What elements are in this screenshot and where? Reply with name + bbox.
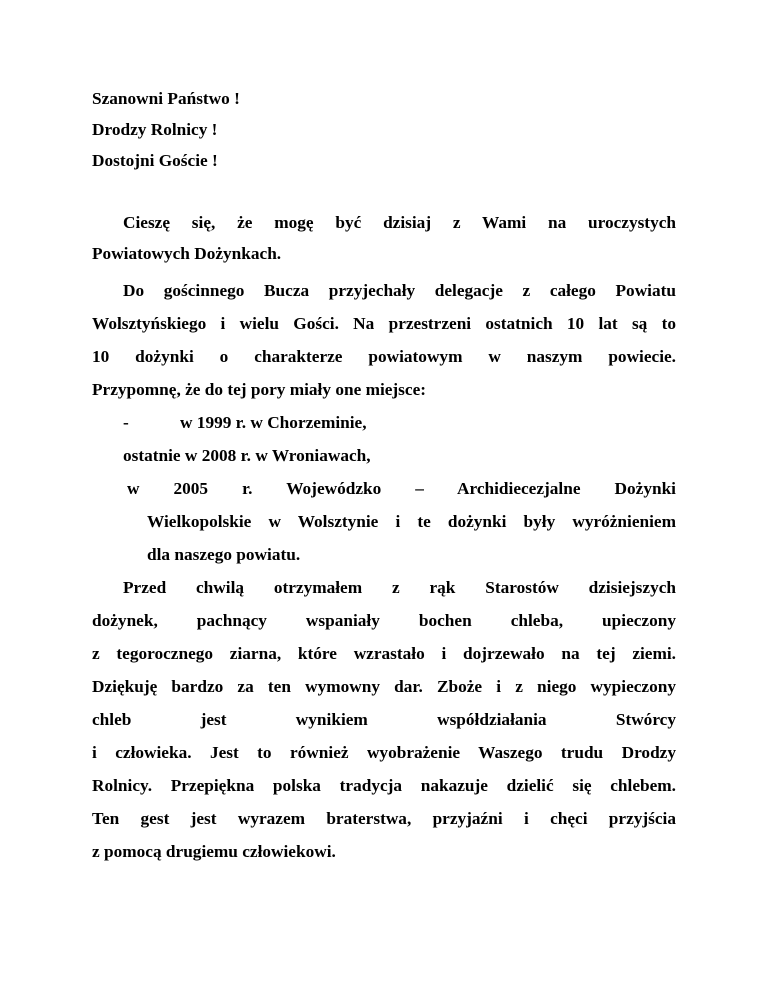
list-item: w 1999 r. w Chorzeminie, bbox=[180, 413, 367, 432]
paragraph-line: Przypomnę, że do tej pory miały one miejsce: bbox=[92, 380, 427, 399]
list-item: ostatnie w 2008 r. w Wroniawach, bbox=[123, 446, 371, 465]
paragraph-line: 10 dożynki o charakterze powiatowym w naszym powiecie. bbox=[92, 347, 676, 366]
paragraph-line: Do gościnnego Bucza przyjechały delegacje z całego Powiatu bbox=[123, 281, 676, 300]
paragraph-line: Przed chwilą otrzymałem z rąk Starostów dzisiejszych bbox=[123, 578, 676, 597]
paragraph-line: Cieszę się, że mogę być dzisiaj z Wami na uroczystych bbox=[123, 213, 676, 232]
paragraph-line: Powiatowych Dożynkach. bbox=[92, 244, 282, 263]
paragraph-line: Wolsztyńskiego i wielu Gości. Na przestrzeni ostatnich 10 lat są to bbox=[92, 314, 676, 333]
list-item: Wielkopolskie w Wolsztynie i te dożynki były wyróżnieniem bbox=[147, 512, 676, 531]
paragraph-line: Ten gest jest wyrazem braterstwa, przyjaźni i chęci przyjścia bbox=[92, 809, 676, 828]
greeting-line: Szanowni Państwo ! bbox=[92, 89, 240, 108]
paragraph-line: z tegorocznego ziarna, które wzrastało i dojrzewało na tej ziemi. bbox=[92, 644, 676, 663]
paragraph-line: i człowieka. Jest to również wyobrażenie Waszego trudu Drodzy bbox=[92, 743, 676, 762]
greeting-line: Dostojni Goście ! bbox=[92, 151, 218, 170]
paragraph-line: z pomocą drugiemu człowiekowi. bbox=[92, 842, 336, 861]
greeting-line: Drodzy Rolnicy ! bbox=[92, 120, 218, 139]
paragraph-line: Dziękuję bardzo za ten wymowny dar. Zboże i z niego wypieczony bbox=[92, 677, 676, 696]
list-dash: - bbox=[123, 413, 129, 432]
paragraph-line: dożynek, pachnący wspaniały bochen chleba, upieczony bbox=[92, 611, 676, 630]
paragraph-line: Rolnicy. Przepiękna polska tradycja nakazuje dzielić się chlebem. bbox=[92, 776, 676, 795]
paragraph-line: chleb jest wynikiem współdziałania Stwórcy bbox=[92, 710, 676, 729]
list-item: dla naszego powiatu. bbox=[147, 545, 301, 564]
list-item: w 2005 r. Wojewódzko – Archidiecezjalne Dożynki bbox=[127, 479, 676, 498]
